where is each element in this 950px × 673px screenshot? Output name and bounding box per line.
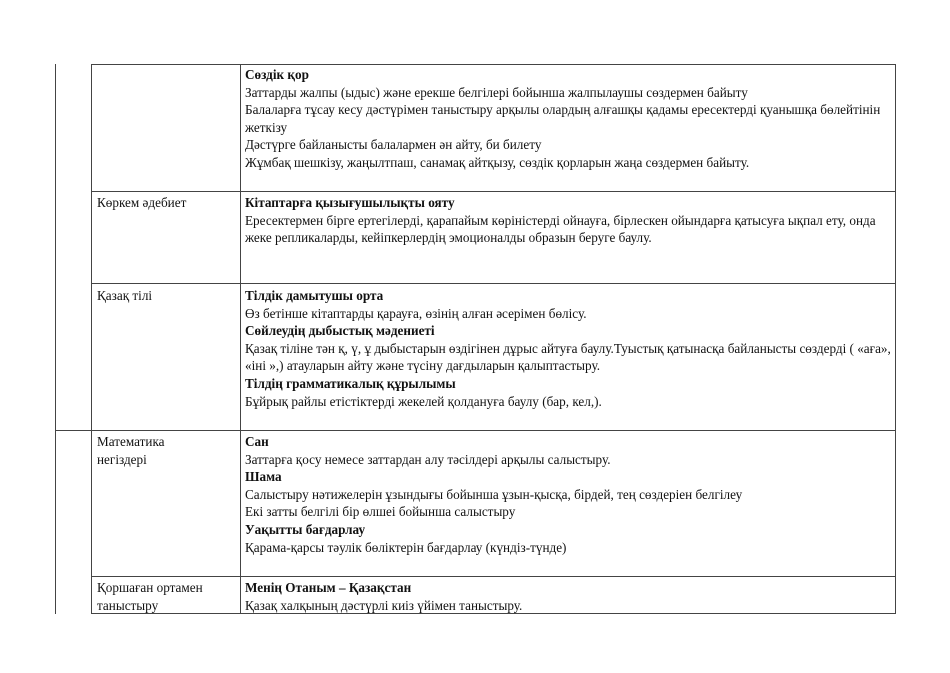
row-4-content: [245, 433, 893, 556]
content-column-left-border: [240, 64, 241, 614]
content-line: Ересектермен бірге ертегілерді, қарапайым көріністерді ойнауға, бірлескен ойындарға қатысуға ықпал ету, онда жеке репликаларды, кейіпкерлердің эмоционалды образын беруге баулу.: [245, 212, 876, 246]
content-line: Заттарға қосу немесе заттардан алу тәсілдері арқылы салыстыру.: [245, 451, 611, 467]
section-heading: Сөздік қор: [245, 67, 309, 82]
row-divider-4: [91, 576, 896, 577]
row-5-content: [245, 579, 893, 614]
section-heading: Кітаптарға қызығушылықты ояту: [245, 195, 455, 210]
content-line: Қазақ халқының дәстүрлі киіз үйімен таныстыру.: [245, 597, 523, 613]
section-heading: Тілдік дамытушы орта: [245, 288, 384, 303]
content-line: Салыстыру нәтижелерін ұзындығы бойынша ұзын-қысқа, бірдей, тең сөздеріен белгілеу: [245, 486, 743, 502]
section-heading: Уақытты бағдарлау: [245, 521, 366, 537]
row-4-subject: Математика негіздері: [97, 434, 165, 467]
section-heading: Сан: [245, 434, 269, 449]
content-line: Қарама-қарсы тәулік бөліктерін бағдарлау (күндіз-түнде): [245, 539, 567, 555]
content-line: Дәстүрге байланысты балалармен ән айту, би билету: [245, 137, 542, 153]
content-line: Қазақ тіліне тән қ, ү, ұ дыбыстарын өздігінен дұрыс айтуға баулу.Туыстық қатынасқа байланысты сөздерді ( «аға», «іні »,) атауларын айту және түсіну дағдыларын қалыптастыру.: [245, 340, 891, 374]
row-2-subject: Көркем әдебиет: [97, 195, 187, 210]
content-line: Екі затты белгілі бір өлшеі бойынша салыстыру: [245, 504, 516, 520]
row-divider-1: [91, 191, 896, 192]
section-heading: Менің Отаным – Қазақстан: [245, 580, 412, 595]
content-line: Өз бетінше кітаптарды қарауға, өзінің алған әсерімен бөлісу.: [245, 305, 587, 321]
subject-column-left-border: [91, 64, 92, 614]
section-heading: Шама: [245, 469, 282, 485]
row-3-content: [245, 287, 893, 410]
row-divider-3: [55, 430, 896, 431]
row-1-content: [245, 66, 893, 172]
row-2-content: [245, 194, 893, 247]
content-line: Бұйрық райлы етістіктерді жекелей қолдануға баулу (бар, кел,).: [245, 393, 602, 409]
table-right-border: [895, 64, 896, 614]
content-line: Жұмбақ шешкізу, жаңылтпаш, санамақ айтқызу, сөздік қорларын жаңа сөздермен байыту.: [245, 154, 750, 170]
row-divider-2: [91, 283, 896, 284]
section-heading: Тілдің грамматикалық құрылымы: [245, 375, 456, 391]
content-line: Заттарды жалпы (ыдыс) және ерекше белгілері бойынша жалпылаушы сөздермен байыту: [245, 84, 748, 100]
content-line: Балаларға тұсау кесу дәстүрімен таныстыру арқылы олардың алғашқы қадамы ересектерді қуанышқа бөлейтінін жеткізу: [245, 102, 881, 135]
outer-left-border: [55, 64, 56, 614]
row-5-subject: Қоршаған ортамен таныстыру: [97, 580, 203, 613]
section-heading: Сөйлеудің дыбыстық мәдениеті: [245, 323, 435, 339]
table-top-border: [91, 64, 896, 65]
row-3-subject: Қазақ тілі: [97, 288, 153, 303]
